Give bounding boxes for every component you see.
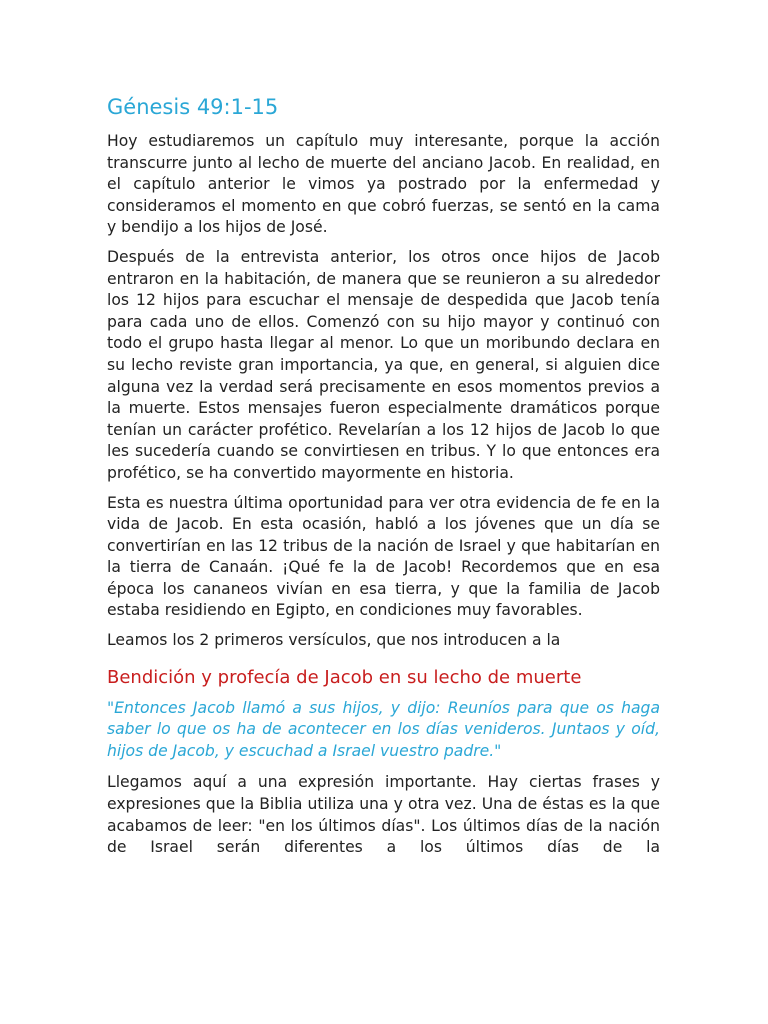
paragraph-intro: Hoy estudiaremos un capítulo muy interesante, porque la acción transcurre junto al lecho de muerte del anciano Jacob. En realidad, en el capítulo anterior le vimos ya postrado por la enfermedad y consideramos el momento en que cobró fuerzas, se sentó en la cama y bendijo a los hijos de José. [107, 132, 660, 237]
scripture-quote: "Entonces Jacob llamó a sus hijos, y dijo: Reuníos para que os haga saber lo que os ha de acontecer en los días venideros. Juntaos y oíd, hijos de Jacob, y escuchad a Israel vuestro padre." [107, 698, 660, 760]
section-heading: Bendición y profecía de Jacob en su lecho de muerte [107, 666, 582, 688]
paragraph-sons-gathered: Después de la entrevista anterior, los otros once hijos de Jacob entraron en la habitación, de manera que se reunieron a su alrededor los 12 hijos para escuchar el mensaje de despedida que Jacob tenía para cada uno de ellos. Comenzó con su hijo mayor y continuó con todo el grupo hasta llegar al menor. Lo que un moribundo declara en su lecho reviste gran importancia, ya que, en general, si alguien dice alguna vez la verdad será precisamente en esos momentos previos a la muerte. Estos mensajes fueron especialmente dramáticos porque tenían un carácter profético. Revelarían a los 12 hijos de Jacob lo que les sucedería cuando se convirtiesen en tribus. Y lo que entonces era profético, se ha convertido mayormente en historia. [107, 247, 660, 482]
paragraph-faith-evidence: Esta es nuestra última oportunidad para ver otra evidencia de fe en la vida de Jacob. En esta ocasión, habló a los jóvenes que un día se convertirían en las 12 tribus de la nación de Israel y que habitarían en la tierra de Canaán. ¡Qué fe la de Jacob! Recordemos que en esa época los cananeos vivían en esa tierra, y que la familia de Jacob estaba residiendo en Egipto, en condiciones muy favorables. [107, 493, 660, 620]
document-page [107, 93, 660, 859]
paragraph-read-verses: Leamos los 2 primeros versículos, que nos introducen a la [107, 631, 561, 650]
page-title: Génesis 49:1-15 [107, 95, 279, 119]
paragraph-last-days: Llegamos aquí a una expresión importante. Hay ciertas frases y expresiones que la Biblia utiliza una y otra vez. Una de éstas es la que acabamos de leer: "en los últimos días". Los últimos días de la nación de Israel serán diferentes a los últimos días de la [107, 773, 660, 857]
